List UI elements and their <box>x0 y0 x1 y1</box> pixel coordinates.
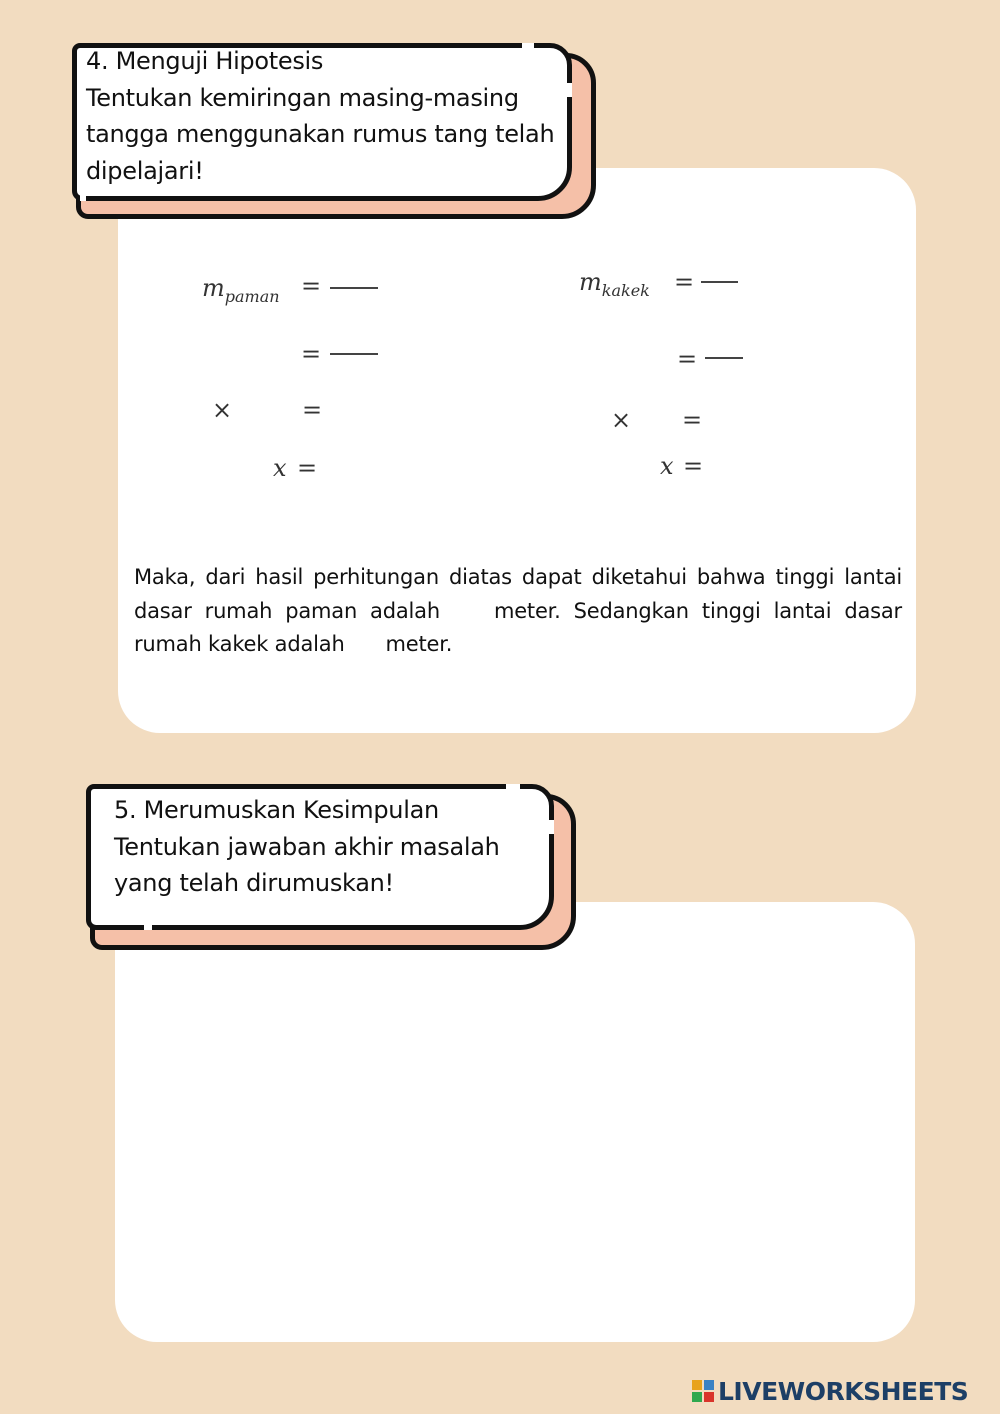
conclusion-paragraph <box>134 561 902 662</box>
fraction-bar <box>330 353 378 355</box>
equals-sign: = <box>302 396 323 424</box>
equals-sign: = <box>301 340 322 368</box>
x-variable: x <box>273 454 287 482</box>
section-5-line-1: Tentukan jawaban akhir masalah <box>114 832 500 861</box>
section-5-line-2: yang telah dirumuskan! <box>114 869 394 897</box>
logo-square <box>704 1380 714 1390</box>
fraction-bar <box>705 357 743 359</box>
conclusion-part-1: Maka, dari hasil perhitungan diatas dapat diketahui bahwa tinggi lantai dasar rumah paman adalah <box>134 565 902 623</box>
section-5-callout <box>86 784 576 948</box>
section-4-line-1: Tentukan kemiringan masing-masing <box>86 83 519 112</box>
conclusion-part-3: meter. <box>385 632 453 656</box>
liveworksheets-logo-icon <box>692 1380 714 1402</box>
equals-sign: = <box>683 452 704 480</box>
logo-square <box>692 1392 702 1402</box>
x-variable: x <box>660 452 674 480</box>
section-5-title: 5. Merumuskan Kesimpulan <box>114 796 439 824</box>
times-sign: × <box>212 396 233 424</box>
logo-square <box>704 1392 714 1402</box>
equals-sign: = <box>682 406 703 434</box>
fraction-bar <box>330 287 378 289</box>
logo-square <box>692 1380 702 1390</box>
liveworksheets-brand <box>692 1374 968 1408</box>
answer-panel-conclusion[interactable] <box>115 902 915 1342</box>
section-4-line-3: dipelajari! <box>86 156 204 185</box>
section-5-text <box>114 792 544 902</box>
equals-sign: = <box>677 345 698 373</box>
fraction-bar <box>701 281 738 283</box>
section-4-title: 4. Menguji Hipotesis <box>86 47 324 75</box>
conclusion-part-2: meter. Sedangkan tinggi lantai dasar rumah kakek adalah <box>134 598 902 656</box>
equals-sign: = <box>297 454 318 482</box>
section-4-callout <box>72 43 592 219</box>
equals-sign: = <box>301 272 322 300</box>
slope-paman-label: $m_{paman}$ <box>202 274 280 306</box>
section-4-text <box>86 43 566 189</box>
slope-kakek-label: $m_{kakek}$ <box>579 268 650 300</box>
brand-name: LIVEWORKSHEETS <box>718 1376 969 1406</box>
times-sign: × <box>611 406 632 434</box>
section-4-line-2: tangga menggunakan rumus tang telah <box>86 120 555 148</box>
equals-sign: = <box>674 268 695 296</box>
